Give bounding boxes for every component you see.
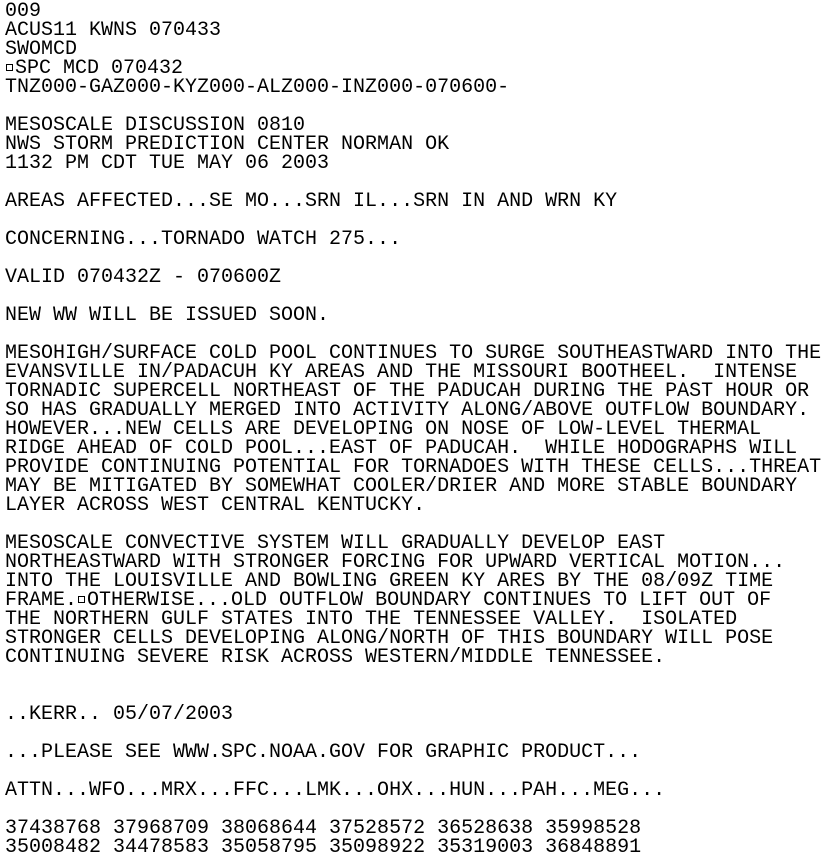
- graphic-product-note: ...PLEASE SEE WWW.SPC.NOAA.GOV FOR GRAPHIC PRODUCT...: [5, 741, 642, 764]
- blank-line: [5, 667, 821, 686]
- para2-line: INTO THE LOUISVILLE AND BOWLING GREEN KY ARES BY THE 08/09Z TIME: [5, 570, 774, 593]
- para2-split-start: FRAME.: [5, 589, 78, 612]
- control-char-box-icon: [6, 64, 13, 71]
- valid-time: VALID 070432Z - 070600Z: [5, 266, 282, 289]
- para1-line: RIDGE AHEAD OF COLD POOL...EAST OF PADUCAH. WHILE HODOGRAPHS WILL: [5, 437, 798, 460]
- para2-line: MESOSCALE CONVECTIVE SYSTEM WILL GRADUALLY DEVELOP EAST: [5, 532, 666, 555]
- para1-line: PROVIDE CONTINUING POTENTIAL FOR TORNADOES WITH THESE CELLS...THREAT: [5, 456, 822, 479]
- para1-line: MESOHIGH/SURFACE COLD POOL CONTINUES TO SURGE SOUTHEASTWARD INTO THE: [5, 342, 822, 365]
- para2-line: CONTINUING SEVERE RISK ACROSS WESTERN/MIDDLE TENNESSEE.: [5, 646, 666, 669]
- areas-affected: AREAS AFFECTED...SE MO...SRN IL...SRN IN AND WRN KY: [5, 190, 618, 213]
- issuing-office: NWS STORM PREDICTION CENTER NORMAN OK: [5, 133, 450, 156]
- para2-line: NORTHEASTWARD WITH STRONGER FORCING FOR UPWARD VERTICAL MOTION...: [5, 551, 786, 574]
- para1-line: EVANSVILLE IN/PADACUH KY AREAS AND THE MISSOURI BOOTHEEL. INTENSE: [5, 361, 798, 384]
- product-code: SWOMCD: [5, 38, 78, 61]
- awips-header: ACUS11 KWNS 070433: [5, 19, 222, 42]
- para1-line: MAY BE MITIGATED BY SOMEWHAT COOLER/DRIER AND MORE STABLE BOUNDARY: [5, 475, 798, 498]
- ugc-zones: TNZ000-GAZ000-KYZ000-ALZ000-INZ000-070600-: [5, 76, 510, 99]
- discussion-document: [5, 2, 821, 857]
- para2-line: STRONGER CELLS DEVELOPING ALONG/NORTH OF THIS BOUNDARY WILL POSE: [5, 627, 774, 650]
- issue-time: 1132 PM CDT TUE MAY 06 2003: [5, 152, 330, 175]
- para1-line: LAYER ACROSS WEST CENTRAL KENTUCKY.: [5, 494, 426, 517]
- para2-split-end: OTHERWISE...OLD OUTFLOW BOUNDARY CONTINUES TO LIFT OUT OF: [87, 589, 772, 612]
- control-char-box-icon: [78, 596, 85, 603]
- attn-offices: ATTN...WFO...MRX...FFC...LMK...OHX...HUN...PAH...MEG...: [5, 779, 666, 802]
- discussion-title: MESOSCALE DISCUSSION 0810: [5, 114, 306, 137]
- summary-line: NEW WW WILL BE ISSUED SOON.: [5, 304, 330, 327]
- concerning-line: CONCERNING...TORNADO WATCH 275...: [5, 228, 402, 251]
- spc-mcd-text: SPC MCD 070432: [15, 57, 184, 80]
- coordinates-line: 37438768 37968709 38068644 37528572 36528638 35998528: [5, 817, 642, 840]
- para2-line: THE NORTHERN GULF STATES INTO THE TENNESSEE VALLEY. ISOLATED: [5, 608, 738, 631]
- para1-line: TORNADIC SUPERCELL NORTHEAST OF THE PADUCAH DURING THE PAST HOUR OR: [5, 380, 810, 403]
- para1-line: HOWEVER...NEW CELLS ARE DEVELOPING ON NOSE OF LOW-LEVEL THERMAL: [5, 418, 762, 441]
- para1-line: SO HAS GRADUALLY MERGED INTO ACTIVITY ALONG/ABOVE OUTFLOW BOUNDARY.: [5, 399, 810, 422]
- coordinates-line: 35008482 34478583 35058795 35098922 35319003 36848891: [5, 836, 642, 859]
- sequence-number: 009: [5, 0, 42, 23]
- forecaster-signature: ..KERR.. 05/07/2003: [5, 703, 234, 726]
